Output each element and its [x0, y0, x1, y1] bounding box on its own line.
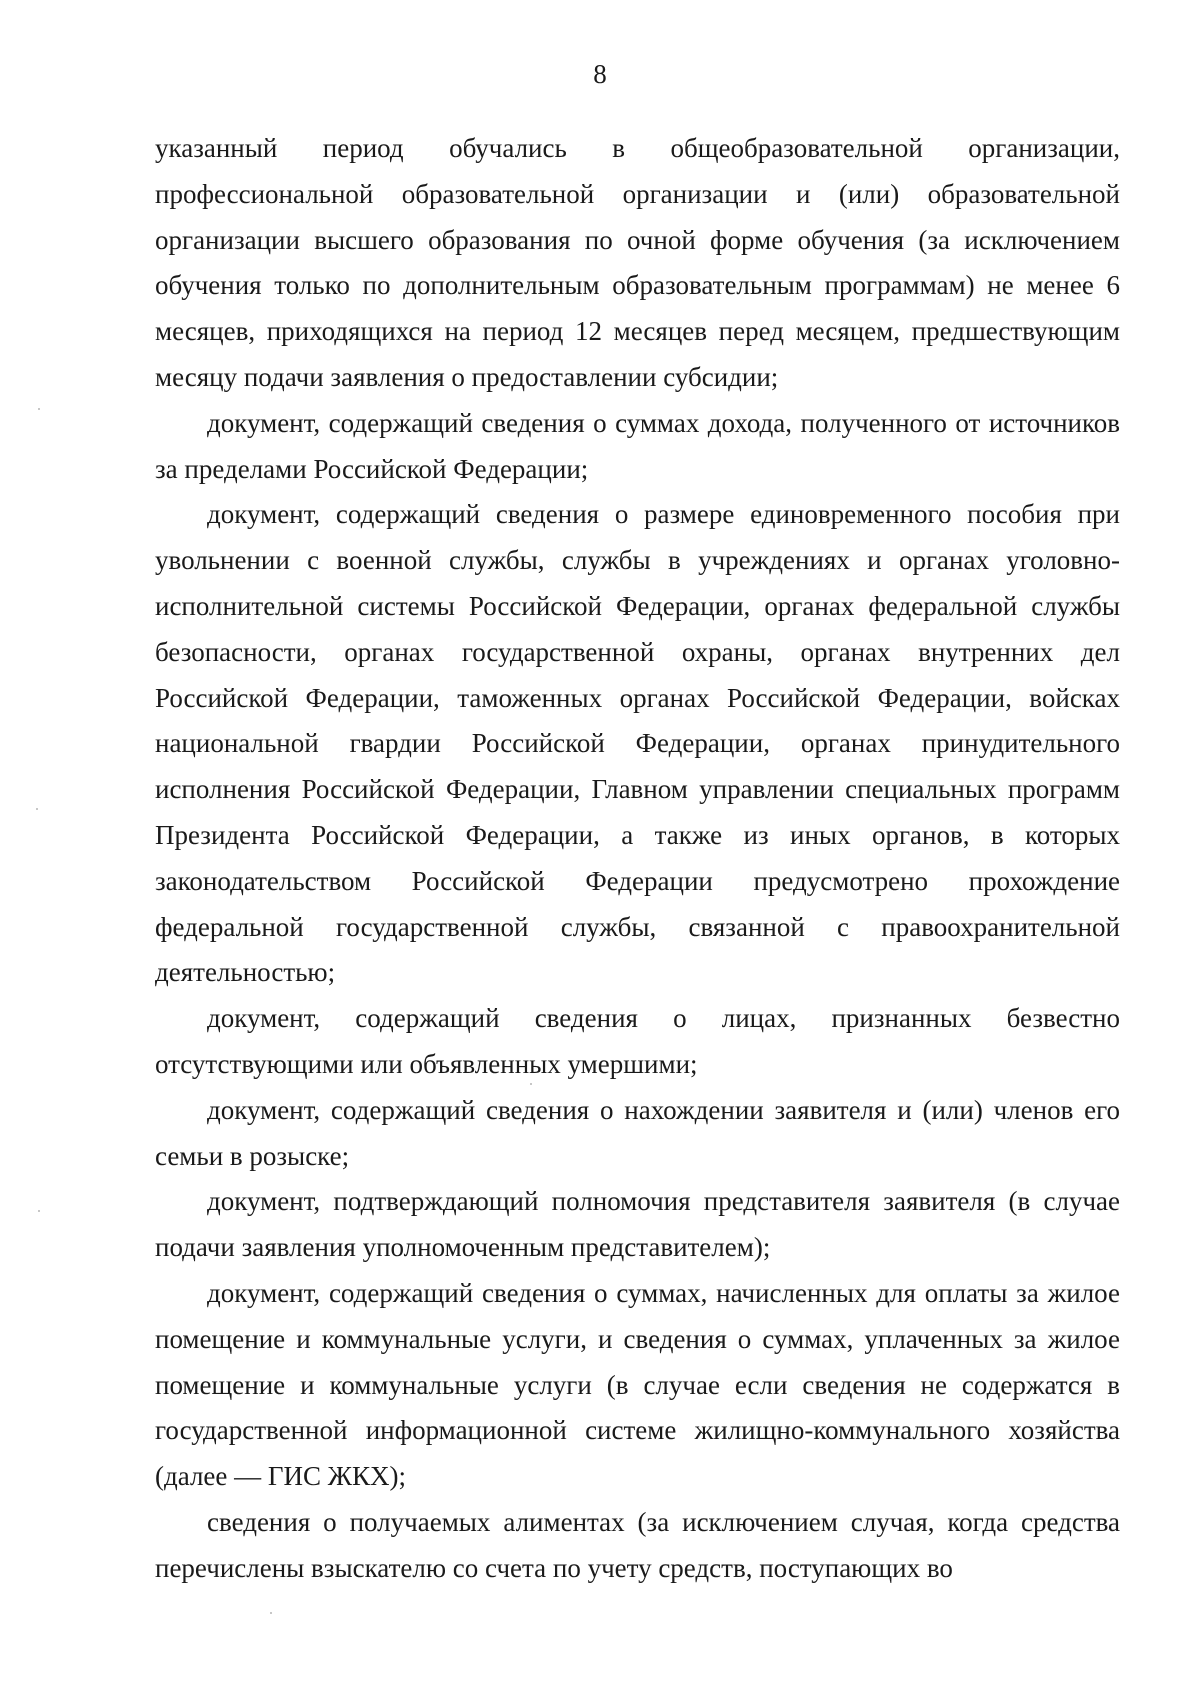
scan-speck [36, 808, 38, 810]
paragraph-alimony: сведения о получаемых алиментах (за исключением случая, когда средства перечислены взыскателю со счета по учету средств, поступающих во [155, 1506, 1120, 1583]
scan-speck [270, 1612, 272, 1614]
document-body [155, 126, 1120, 1592]
paragraph-housing-utilities: документ, содержащий сведения о суммах, начисленных для оплаты за жилое помещение и коммунальные услуги, и сведения о суммах, уплаченных за жилое помещение и коммунальные услуги (в случае если сведения не содержатся в государственной информационной системе жилищно-коммунального хозяйства (далее — ГИС ЖКХ); [155, 1277, 1120, 1492]
page-number: 8 [593, 59, 607, 89]
paragraph-foreign-income: документ, содержащий сведения о суммах дохода, полученного от источников за пределами Российской Федерации; [155, 407, 1120, 484]
paragraph-continuation: указанный период обучались в общеобразовательной организации, профессиональной образовательной организации и (или) образовательной организации высшего образования по очной форме обучения (за исключением обучения только по дополнительным образовательным программам) не менее 6 месяцев, приходящихся на период 12 месяцев перед месяцем, предшествующим месяцу подачи заявления о предоставлении субсидии; [155, 133, 1120, 392]
paragraph-wanted-status: документ, содержащий сведения о нахождении заявителя и (или) членов его семьи в розыске; [155, 1094, 1120, 1171]
scan-speck [530, 1083, 532, 1085]
scan-speck [38, 408, 40, 410]
paragraph-representative-authority: документ, подтверждающий полномочия представителя заявителя (в случае подачи заявления уполномоченным представителем); [155, 1186, 1120, 1263]
scan-speck [38, 1210, 40, 1212]
paragraph-missing-persons: документ, содержащий сведения о лицах, признанных безвестно отсутствующими или объявленных умершими; [155, 1003, 1120, 1079]
paragraph-severance-allowance: документ, содержащий сведения о размере единовременного пособия при увольнении с военной службы, службы в учреждениях и органах уголовно-исполнительной системы Российской Федерации, органах федеральной службы безопасности, органах государственной охраны, органах внутренних дел Российской Федерации, таможенных органах Российской Федерации, войсках национальной гвардии Российской Федерации, органах принудительного исполнения Российской Федерации, Главном управлении специальных программ Президента Российской Федерации, а также из иных органов, в которых законодательством Российской Федерации предусмотрено прохождение федеральной государственной службы, связанной с правоохранительной деятельностью; [155, 499, 1120, 988]
